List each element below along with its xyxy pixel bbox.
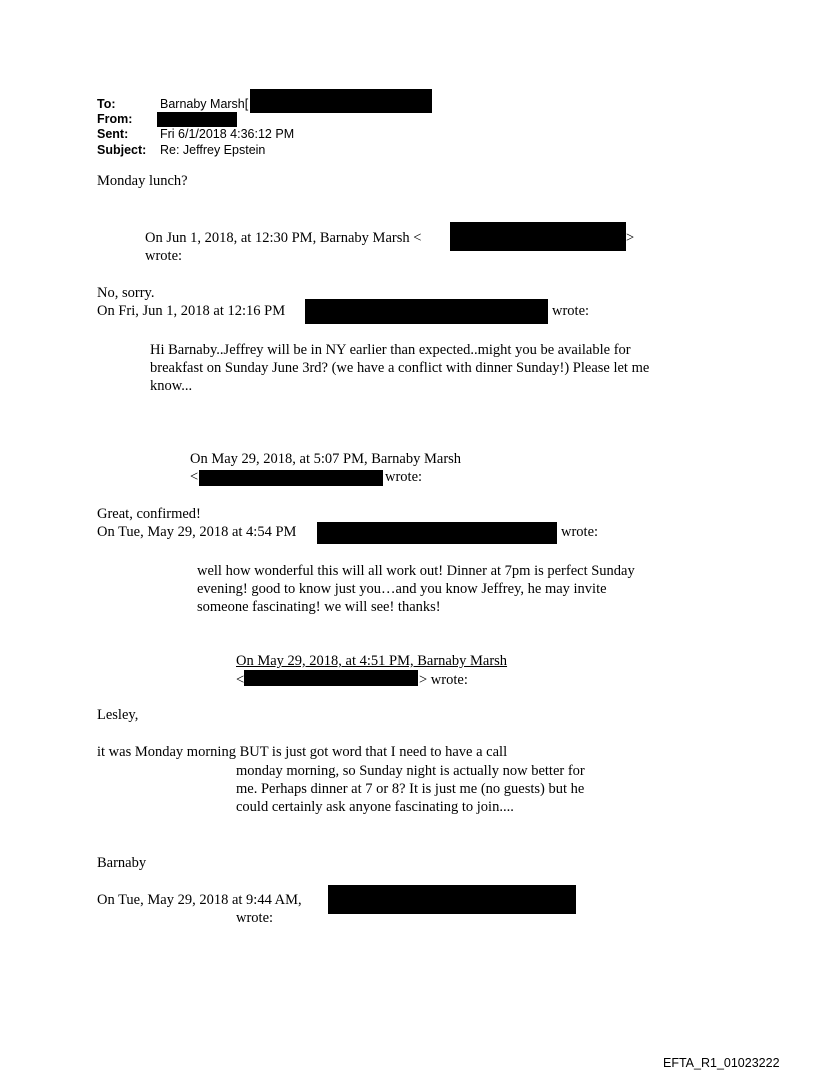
attribution1-prefix: On Fri, Jun 1, 2018 at 12:16 PM [97, 303, 286, 319]
quote1-line2: wrote: [145, 248, 183, 264]
to-value: Barnaby Marsh[ [160, 97, 249, 111]
quote1-line1: On Jun 1, 2018, at 12:30 PM, Barnaby Marsh < [145, 230, 422, 246]
message-call-first-line: it was Monday morning BUT is just got word that I need to have a call [97, 744, 508, 760]
to-label: To: [97, 97, 116, 111]
message-breakfast: Hi Barnaby..Jeffrey will be in NY earlier than expected..might you be available for breakfast on Sunday June 3rd? (we have a conflict with dinner Sunday!) Please let me know... [150, 342, 650, 394]
redaction-q3-email [244, 670, 418, 686]
redaction-from [157, 112, 237, 127]
body-line-monday-lunch: Monday lunch? [97, 173, 188, 189]
redaction-attr1 [305, 299, 548, 324]
reply-no-sorry: No, sorry. [97, 285, 155, 301]
message-dinner: well how wonderful this will all work out! Dinner at 7pm is perfect Sunday evening! good to know just you…and you know Jeffrey, he may invite someone fascinating! we will see! thanks! [197, 563, 635, 615]
redaction-attr3 [328, 885, 576, 914]
reply-confirmed: Great, confirmed! [97, 506, 201, 522]
attribution2-prefix: On Tue, May 29, 2018 at 4:54 PM [97, 524, 297, 540]
attribution2-suffix: wrote: [561, 524, 599, 540]
attribution3-prefix: On Tue, May 29, 2018 at 9:44 AM, [97, 892, 302, 908]
attribution3-wrote: wrote: [236, 910, 274, 926]
redaction-q1-email [450, 222, 626, 251]
redaction-attr2 [317, 522, 557, 544]
subject-value: Re: Jeffrey Epstein [160, 143, 266, 157]
quote2-lt: < [190, 469, 199, 485]
sent-label: Sent: [97, 127, 129, 141]
quote2-line1: On May 29, 2018, at 5:07 PM, Barnaby Marsh [190, 451, 462, 467]
quote3-line1: On May 29, 2018, at 4:51 PM, Barnaby Marsh [236, 653, 508, 669]
signoff: Barnaby [97, 855, 147, 871]
quote3-lt: < [236, 672, 245, 688]
message-call-rest: monday morning, so Sunday night is actually now better for me. Perhaps dinner at 7 or 8? It is just me (no guests) but he could certainly ask anyone fascinating to join.... [236, 763, 585, 815]
subject-label: Subject: [97, 143, 147, 157]
from-label: From: [97, 112, 133, 126]
attribution1-suffix: wrote: [552, 303, 590, 319]
sent-value: Fri 6/1/2018 4:36:12 PM [160, 127, 295, 141]
redaction-to [250, 89, 432, 113]
greeting: Lesley, [97, 707, 139, 723]
redaction-q2-email [199, 470, 383, 486]
quote1-bracket: > [626, 230, 635, 246]
quote2-wrote: wrote: [385, 469, 423, 485]
document-id: EFTA_R1_01023222 [663, 1056, 780, 1070]
quote3-wrote: > wrote: [419, 672, 468, 688]
